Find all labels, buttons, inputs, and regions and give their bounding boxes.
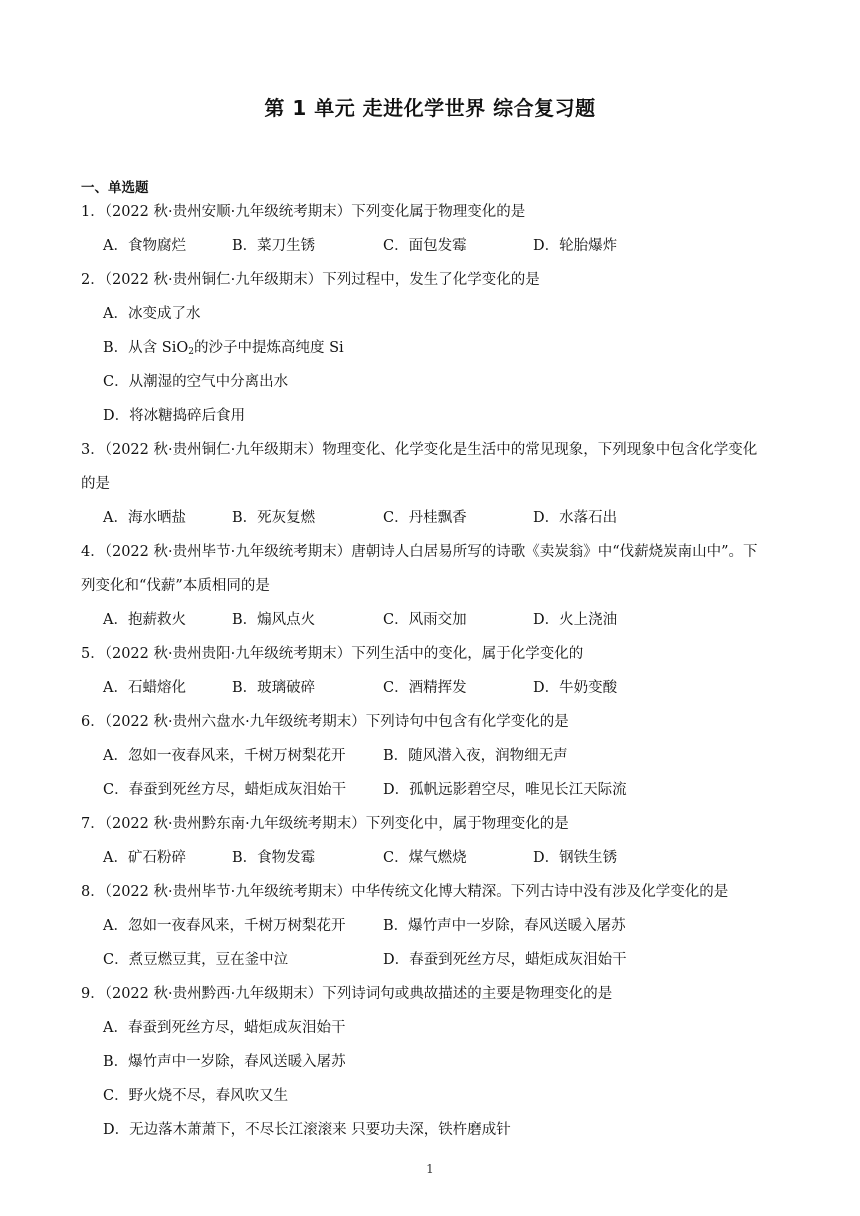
question-9-option-d: D．无边落木萧萧下，不尽长江滚滚来 只要功夫深，铁杵磨成针	[103, 1122, 511, 1138]
question-5-option-c: C．酒精挥发	[383, 680, 467, 696]
question-6-stem: 6．（2022 秋·贵州六盘水·九年级统考期末）下列诗句中包含有化学变化的是	[81, 714, 569, 730]
question-3-option-c: C．丹桂飘香	[383, 510, 467, 526]
question-3-option-a: A．海水晒盐	[103, 510, 186, 526]
question-1-option-c: C．面包发霉	[383, 238, 467, 254]
question-6-option-b: B．随风潜入夜，润物细无声	[383, 748, 568, 764]
question-3-stem-continued: 的是	[81, 476, 110, 492]
question-7-option-d: D．钢铁生锈	[533, 850, 618, 866]
question-7-stem: 7．（2022 秋·贵州黔东南·九年级统考期末）下列变化中，属于物理变化的是	[81, 816, 569, 832]
question-8-option-d: D．春蚕到死丝方尽，蜡炬成灰泪始干	[383, 952, 627, 968]
question-2-option-c: C．从潮湿的空气中分离出水	[103, 374, 289, 390]
question-9-option-a: A．春蚕到死丝方尽，蜡炬成灰泪始干	[103, 1020, 346, 1036]
question-4-option-c: C．风雨交加	[383, 612, 467, 628]
question-2-option-a: A．冰变成了水	[103, 306, 201, 322]
section-heading: 一、单选题	[81, 180, 149, 196]
question-8-stem: 8．（2022 秋·贵州毕节·九年级统考期末）中华传统文化博大精深。下列古诗中没有涉及化学变化的是	[81, 884, 729, 900]
question-7-option-c: C．煤气燃烧	[383, 850, 467, 866]
question-8-option-b: B．爆竹声中一岁除，春风送暖入屠苏	[383, 918, 626, 934]
question-5-option-d: D．牛奶变酸	[533, 680, 618, 696]
question-8-option-a: A．忽如一夜春风来，千树万树梨花开	[103, 918, 346, 934]
question-6-option-a: A．忽如一夜春风来，千树万树梨花开	[103, 748, 346, 764]
page-title: 第 1 单元 走进化学世界 综合复习题	[264, 96, 596, 120]
question-4-stem-continued: 列变化和“伐薪”本质相同的是	[81, 578, 270, 594]
question-2-option-b: B．从含 SiO$_2$的沙子中提炼高纯度 Si	[103, 340, 344, 357]
question-5-stem: 5．（2022 秋·贵州贵阳·九年级统考期末）下列生活中的变化，属于化学变化的	[81, 646, 584, 662]
question-1-option-b: B．菜刀生锈	[232, 238, 316, 254]
question-4-stem: 4．（2022 秋·贵州毕节·九年级统考期末）唐朝诗人白居易所写的诗歌《卖炭翁》中“伐薪烧炭南山中”。下	[81, 544, 758, 560]
question-4-option-b: B．煽风点火	[232, 612, 316, 628]
question-7-option-b: B．食物发霉	[232, 850, 316, 866]
question-8-option-c: C．煮豆燃豆萁，豆在釜中泣	[103, 952, 289, 968]
question-2-option-d: D．将冰糖捣碎后食用	[103, 408, 246, 424]
question-9-option-c: C．野火烧不尽，春风吹又生	[103, 1088, 289, 1104]
question-5-option-b: B．玻璃破碎	[232, 680, 316, 696]
question-3-option-d: D．水落石出	[533, 510, 618, 526]
question-1-option-d: D．轮胎爆炸	[533, 238, 618, 254]
question-3-stem: 3．（2022 秋·贵州铜仁·九年级期末）物理变化、化学变化是生活中的常见现象，下列现象中包含化学变化	[81, 442, 758, 458]
question-3-option-b: B．死灰复燃	[232, 510, 316, 526]
question-9-stem: 9．（2022 秋·贵州黔西·九年级期末）下列诗词句或典故描述的主要是物理变化的是	[81, 986, 613, 1002]
question-1-stem: 1．（2022 秋·贵州安顺·九年级统考期末）下列变化属于物理变化的是	[81, 204, 526, 220]
question-4-option-a: A．抱薪救火	[103, 612, 186, 628]
page-number: 1	[426, 1162, 434, 1176]
question-1-option-a: A．食物腐烂	[103, 238, 186, 254]
question-5-option-a: A．石蜡熔化	[103, 680, 186, 696]
question-2-stem: 2．（2022 秋·贵州铜仁·九年级期末）下列过程中，发生了化学变化的是	[81, 272, 540, 288]
question-6-option-c: C．春蚕到死丝方尽，蜡炬成灰泪始干	[103, 782, 347, 798]
question-9-option-b: B．爆竹声中一岁除，春风送暖入屠苏	[103, 1054, 346, 1070]
question-4-option-d: D．火上浇油	[533, 612, 618, 628]
question-7-option-a: A．矿石粉碎	[103, 850, 186, 866]
question-6-option-d: D．孤帆远影碧空尽，唯见长江天际流	[383, 782, 627, 798]
